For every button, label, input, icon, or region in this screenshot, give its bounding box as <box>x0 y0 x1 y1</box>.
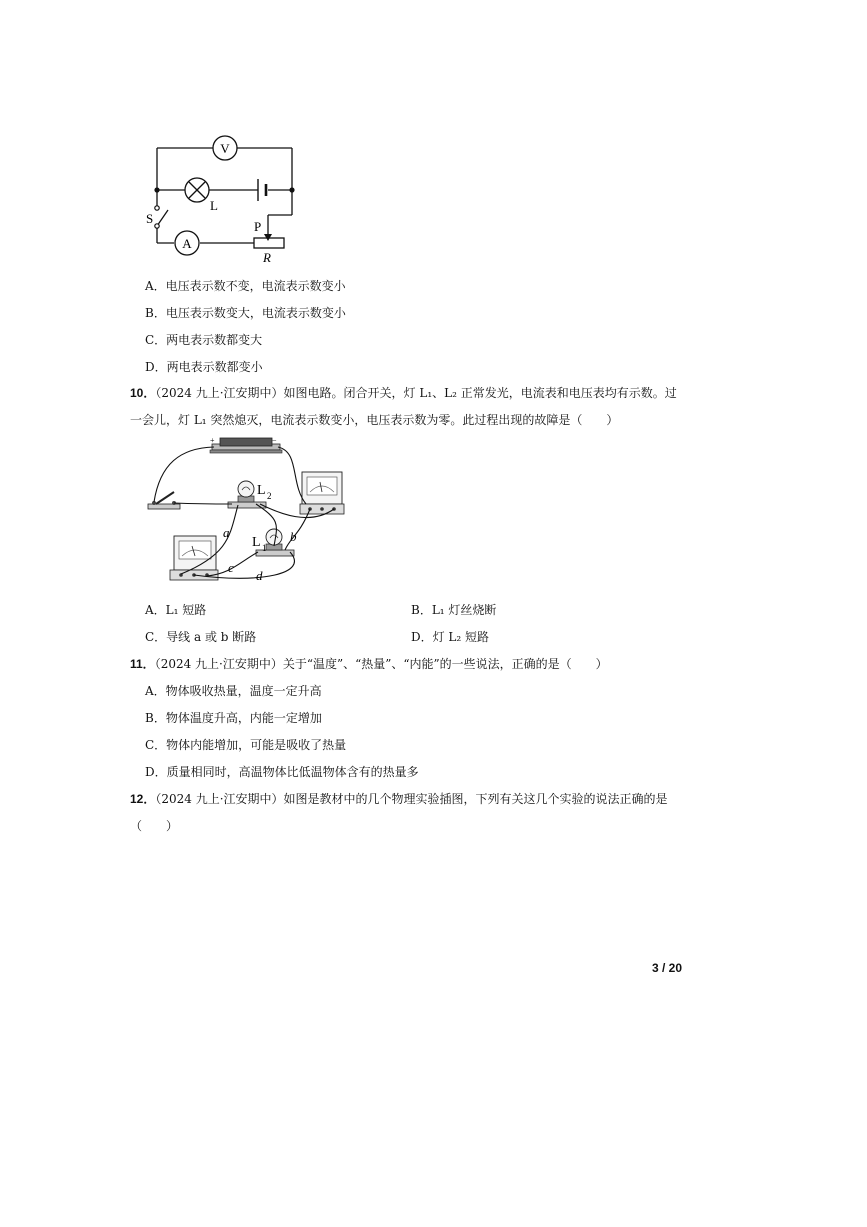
knife-switch <box>148 492 180 509</box>
battery-minus: − <box>272 436 277 445</box>
voltmeter-device <box>300 472 344 514</box>
switch-label: S <box>146 211 154 226</box>
q10-number: 10． <box>130 386 156 400</box>
q10-option-d: D．灯 L₂ 短路 <box>411 630 490 644</box>
wire-label-d: d <box>256 568 263 583</box>
q10-option-b: B．L₁ 灯丝烧断 <box>411 603 497 617</box>
q12-stem <box>130 791 668 807</box>
battery-plus: + <box>210 436 215 445</box>
q11-source: （2024 九上·江安期中） <box>154 657 283 671</box>
resistor-label: R <box>263 250 271 265</box>
q12-number: 12． <box>130 792 156 806</box>
q10-option-c: C．导线 a 或 b 断路 <box>145 630 257 644</box>
q9-option-a: A．电压表示数不变，电流表示数变小 <box>145 279 346 293</box>
bulb-l1 <box>252 529 294 556</box>
l1-sub: 1 <box>262 543 267 553</box>
page-number: 3 / 20 <box>652 961 683 975</box>
q11-number: 11． <box>130 657 155 671</box>
l2-label: L <box>257 483 266 498</box>
q9-option-b: B．电压表示数变大，电流表示数变小 <box>145 306 346 320</box>
q11-option-a: A．物体吸收热量，温度一定升高 <box>145 684 322 698</box>
q11-stem <box>130 656 608 672</box>
voltmeter-label: V <box>220 141 230 156</box>
bulb-l2 <box>228 481 272 508</box>
q12-stem-text: 如图是教材中的几个物理实验插图，下列有关这几个实验的说法正确的是 <box>283 792 668 806</box>
lamp-label: L <box>210 198 218 213</box>
q11-option-c: C．物体内能增加，可能是吸收了热量 <box>145 738 347 752</box>
q10-option-a: A．L₁ 短路 <box>145 603 207 617</box>
q9-option-d: D．两电表示数都变小 <box>145 360 263 374</box>
q9-option-c: C．两电表示数都变大 <box>145 333 263 347</box>
q12-source: （2024 九上·江安期中） <box>155 792 284 806</box>
wire-label-c: c <box>228 560 234 575</box>
l2-sub: 2 <box>267 491 272 501</box>
q10-stem-line1 <box>130 385 677 401</box>
physical-circuit-q10 <box>140 434 365 594</box>
q11-option-b: B．物体温度升高，内能一定增加 <box>145 711 322 725</box>
l1-label: L <box>252 535 261 550</box>
q10-source: （2024 九上·江安期中） <box>155 386 284 400</box>
wire-label-a: a <box>223 525 230 540</box>
battery-box <box>210 436 282 453</box>
ammeter-label: A <box>182 236 192 251</box>
q10-stem-line2: 一会儿，灯 L₁ 突然熄灭，电流表示数变小，电压表示数为零。此过程出现的故障是（ ） <box>130 413 619 427</box>
q11-option-d: D．质量相同时，高温物体比低温物体含有的热量多 <box>145 765 419 779</box>
q11-stem-text: 关于“温度”、“热量”、“内能”的一些说法，正确的是（ ） <box>282 657 608 671</box>
wire-label-b: b <box>290 529 297 544</box>
q12-bracket: （ ） <box>130 819 179 833</box>
q10-stem-text: 如图电路。闭合开关，灯 L₁、L₂ 正常发光，电流表和电压表均有示数。过 <box>283 386 677 400</box>
slider-label: P <box>254 219 262 234</box>
circuit-diagram-q9 <box>140 130 310 265</box>
